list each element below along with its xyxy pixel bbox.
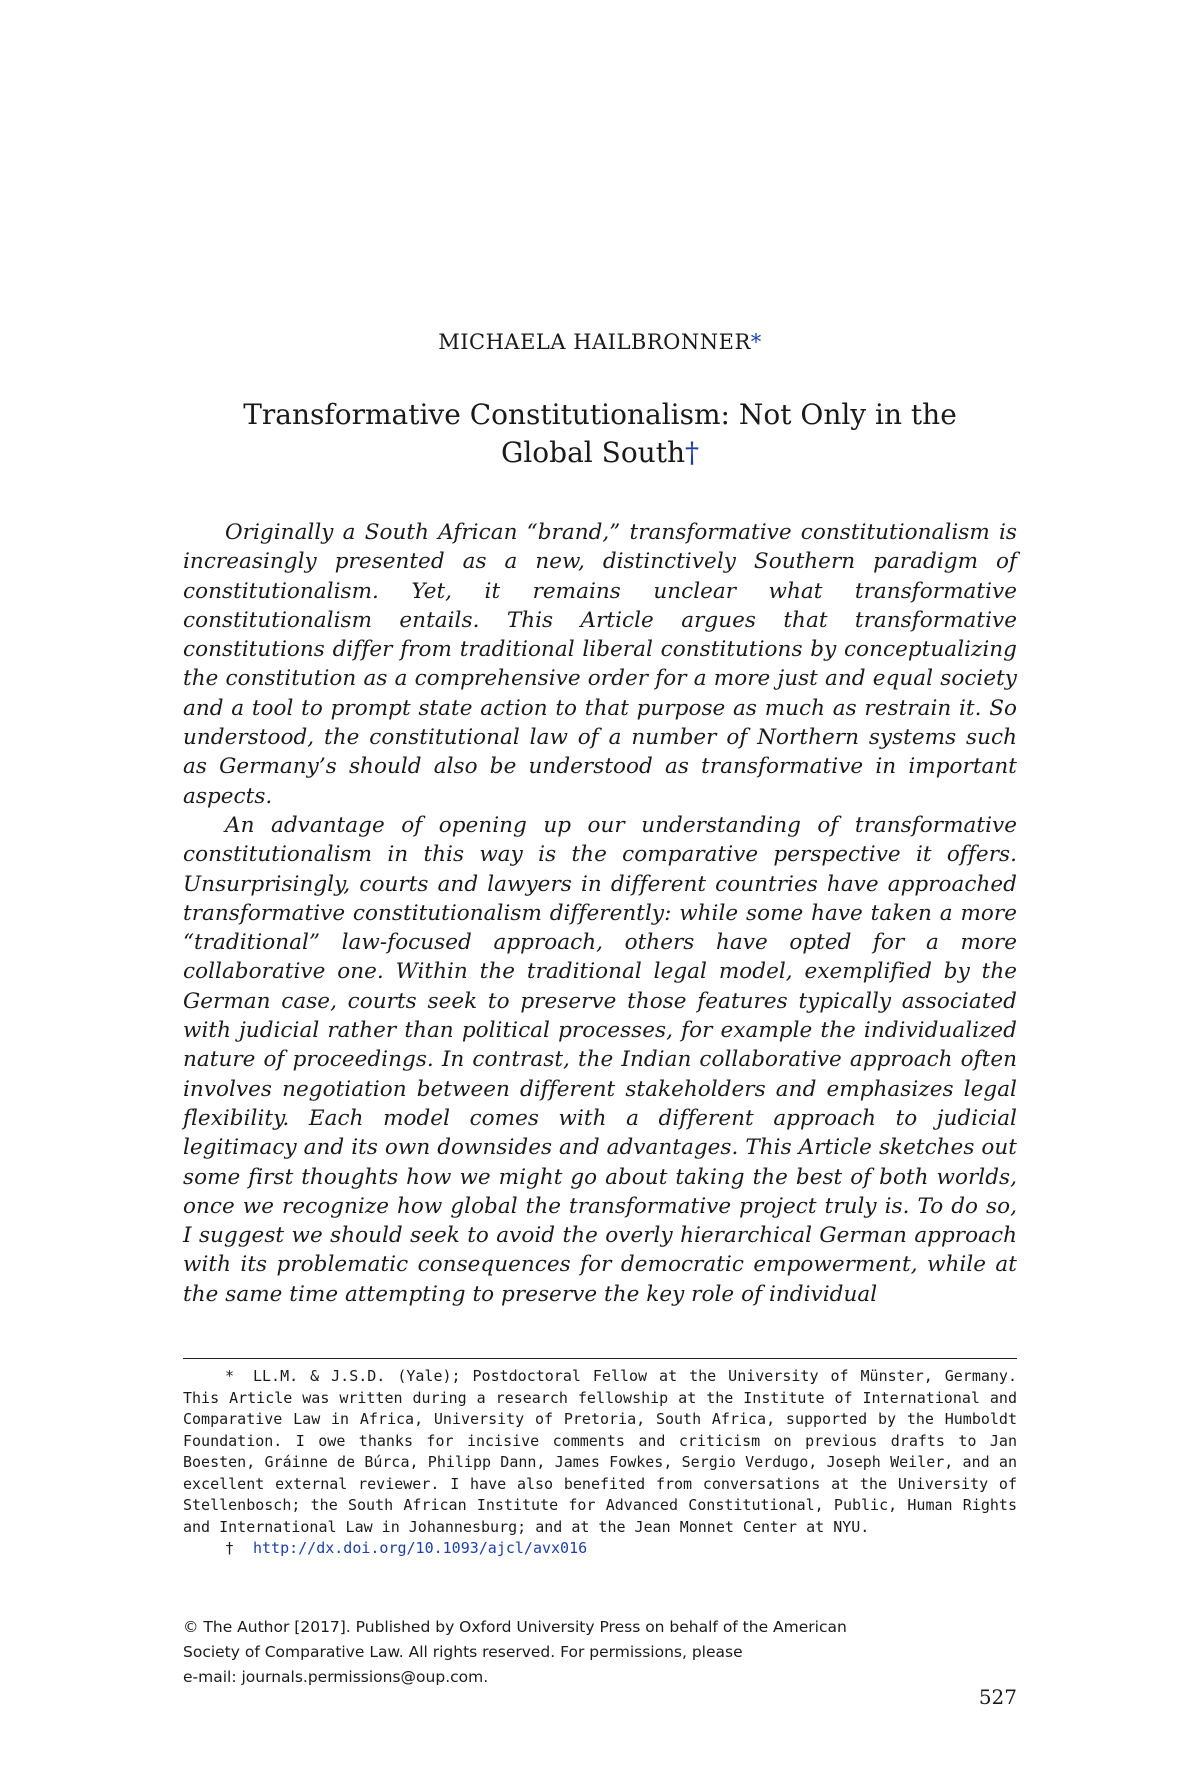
abstract-paragraph-1: Originally a South African “brand,” transformative constitutionalism is increasingly presented as a new, distinctively Southern paradigm of constitutionalism. Yet, it remains unclear what transformative constitutionalism entails. This Article argues that transformative constitutions differ from traditional liberal constitutions by conceptualizing the constitution as a comprehensive order for a more just and equal society and a tool to prompt state action to that purpose as much as restrain it. So understood, the constitutional law of a number of Northern systems such as Germany’s should also be understood as transformative in important aspects.: [183, 520, 1017, 809]
footnote-mark: *: [225, 1367, 235, 1385]
article-title: [180, 396, 1020, 472]
title-line-2: Global South: [500, 436, 685, 469]
copyright-line-3: e-mail: journals.permissions@oup.com.: [183, 1668, 489, 1686]
footnote-divider: [183, 1358, 1017, 1359]
abstract: [183, 518, 1017, 1309]
footnotes: [183, 1366, 1017, 1560]
author-footnote-marker[interactable]: *: [750, 330, 762, 354]
abstract-paragraph-2: An advantage of opening up our understanding of transformative constitutionalism in this way is the comparative perspective it offers. Unsurprisingly, courts and lawyers in different countries have approached transformative constitutionalism differently: while some have taken a more “traditional” law-focused approach, others have opted for a more collaborative one. Within the traditional legal model, exemplified by the German case, courts seek to preserve those features typically associated with judicial rather than political processes, for example the individualized nature of proceedings. In contrast, the Indian collaborative approach often involves negotiation between different stakeholders and emphasizes legal flexibility. Each model comes with a different approach to judicial legitimacy and its own downsides and advantages. This Article sketches out some first thoughts how we might go about taking the best of both worlds, once we recognize how global the transformative project truly is. To do so, I suggest we should seek to avoid the overly hierarchical German approach with its problematic consequences for democratic empowerment, while at the same time attempting to preserve the key role of individual: [183, 812, 1017, 1307]
doi-link[interactable]: http://dx.doi.org/10.1093/ajcl/avx016: [253, 1539, 588, 1557]
page-number: 527: [978, 1685, 1017, 1709]
footnote-mark: †: [225, 1539, 235, 1557]
author-name: MICHAELA HAILBRONNER: [438, 330, 751, 354]
title-footnote-marker[interactable]: †: [685, 436, 699, 469]
author-line: [0, 330, 1200, 354]
footnote-text: LL.M. & J.S.D. (Yale); Postdoctoral Fellow at the University of Münster, Germany. This Article was written during a research fellowship at the Institute of International and Comparative Law in Africa, University of Pretoria, South Africa, supported by the Humboldt Foundation. I owe thanks for incisive comments and criticism on previous drafts to Jan Boesten, Gráinne de Búrca, Philipp Dann, James Fowkes, Sergio Verdugo, Joseph Weiler, and an excellent external reviewer. I have also benefited from conversations at the University of Stellenbosch; the South African Institute for Advanced Constitutional, Public, Human Rights and International Law in Johannesburg; and at the Jean Monnet Center at NYU.: [183, 1367, 1017, 1536]
copyright-line-2: Society of Comparative Law. All rights reserved. For permissions, please: [183, 1643, 743, 1661]
copyright-line-1: © The Author [2017]. Published by Oxford University Press on behalf of the American: [183, 1618, 847, 1636]
footnote-doi: [183, 1538, 1017, 1560]
footnote-author: [183, 1366, 1017, 1538]
title-line-1: Transformative Constitutionalism: Not Only in the: [243, 398, 957, 431]
copyright-notice: [183, 1615, 983, 1690]
